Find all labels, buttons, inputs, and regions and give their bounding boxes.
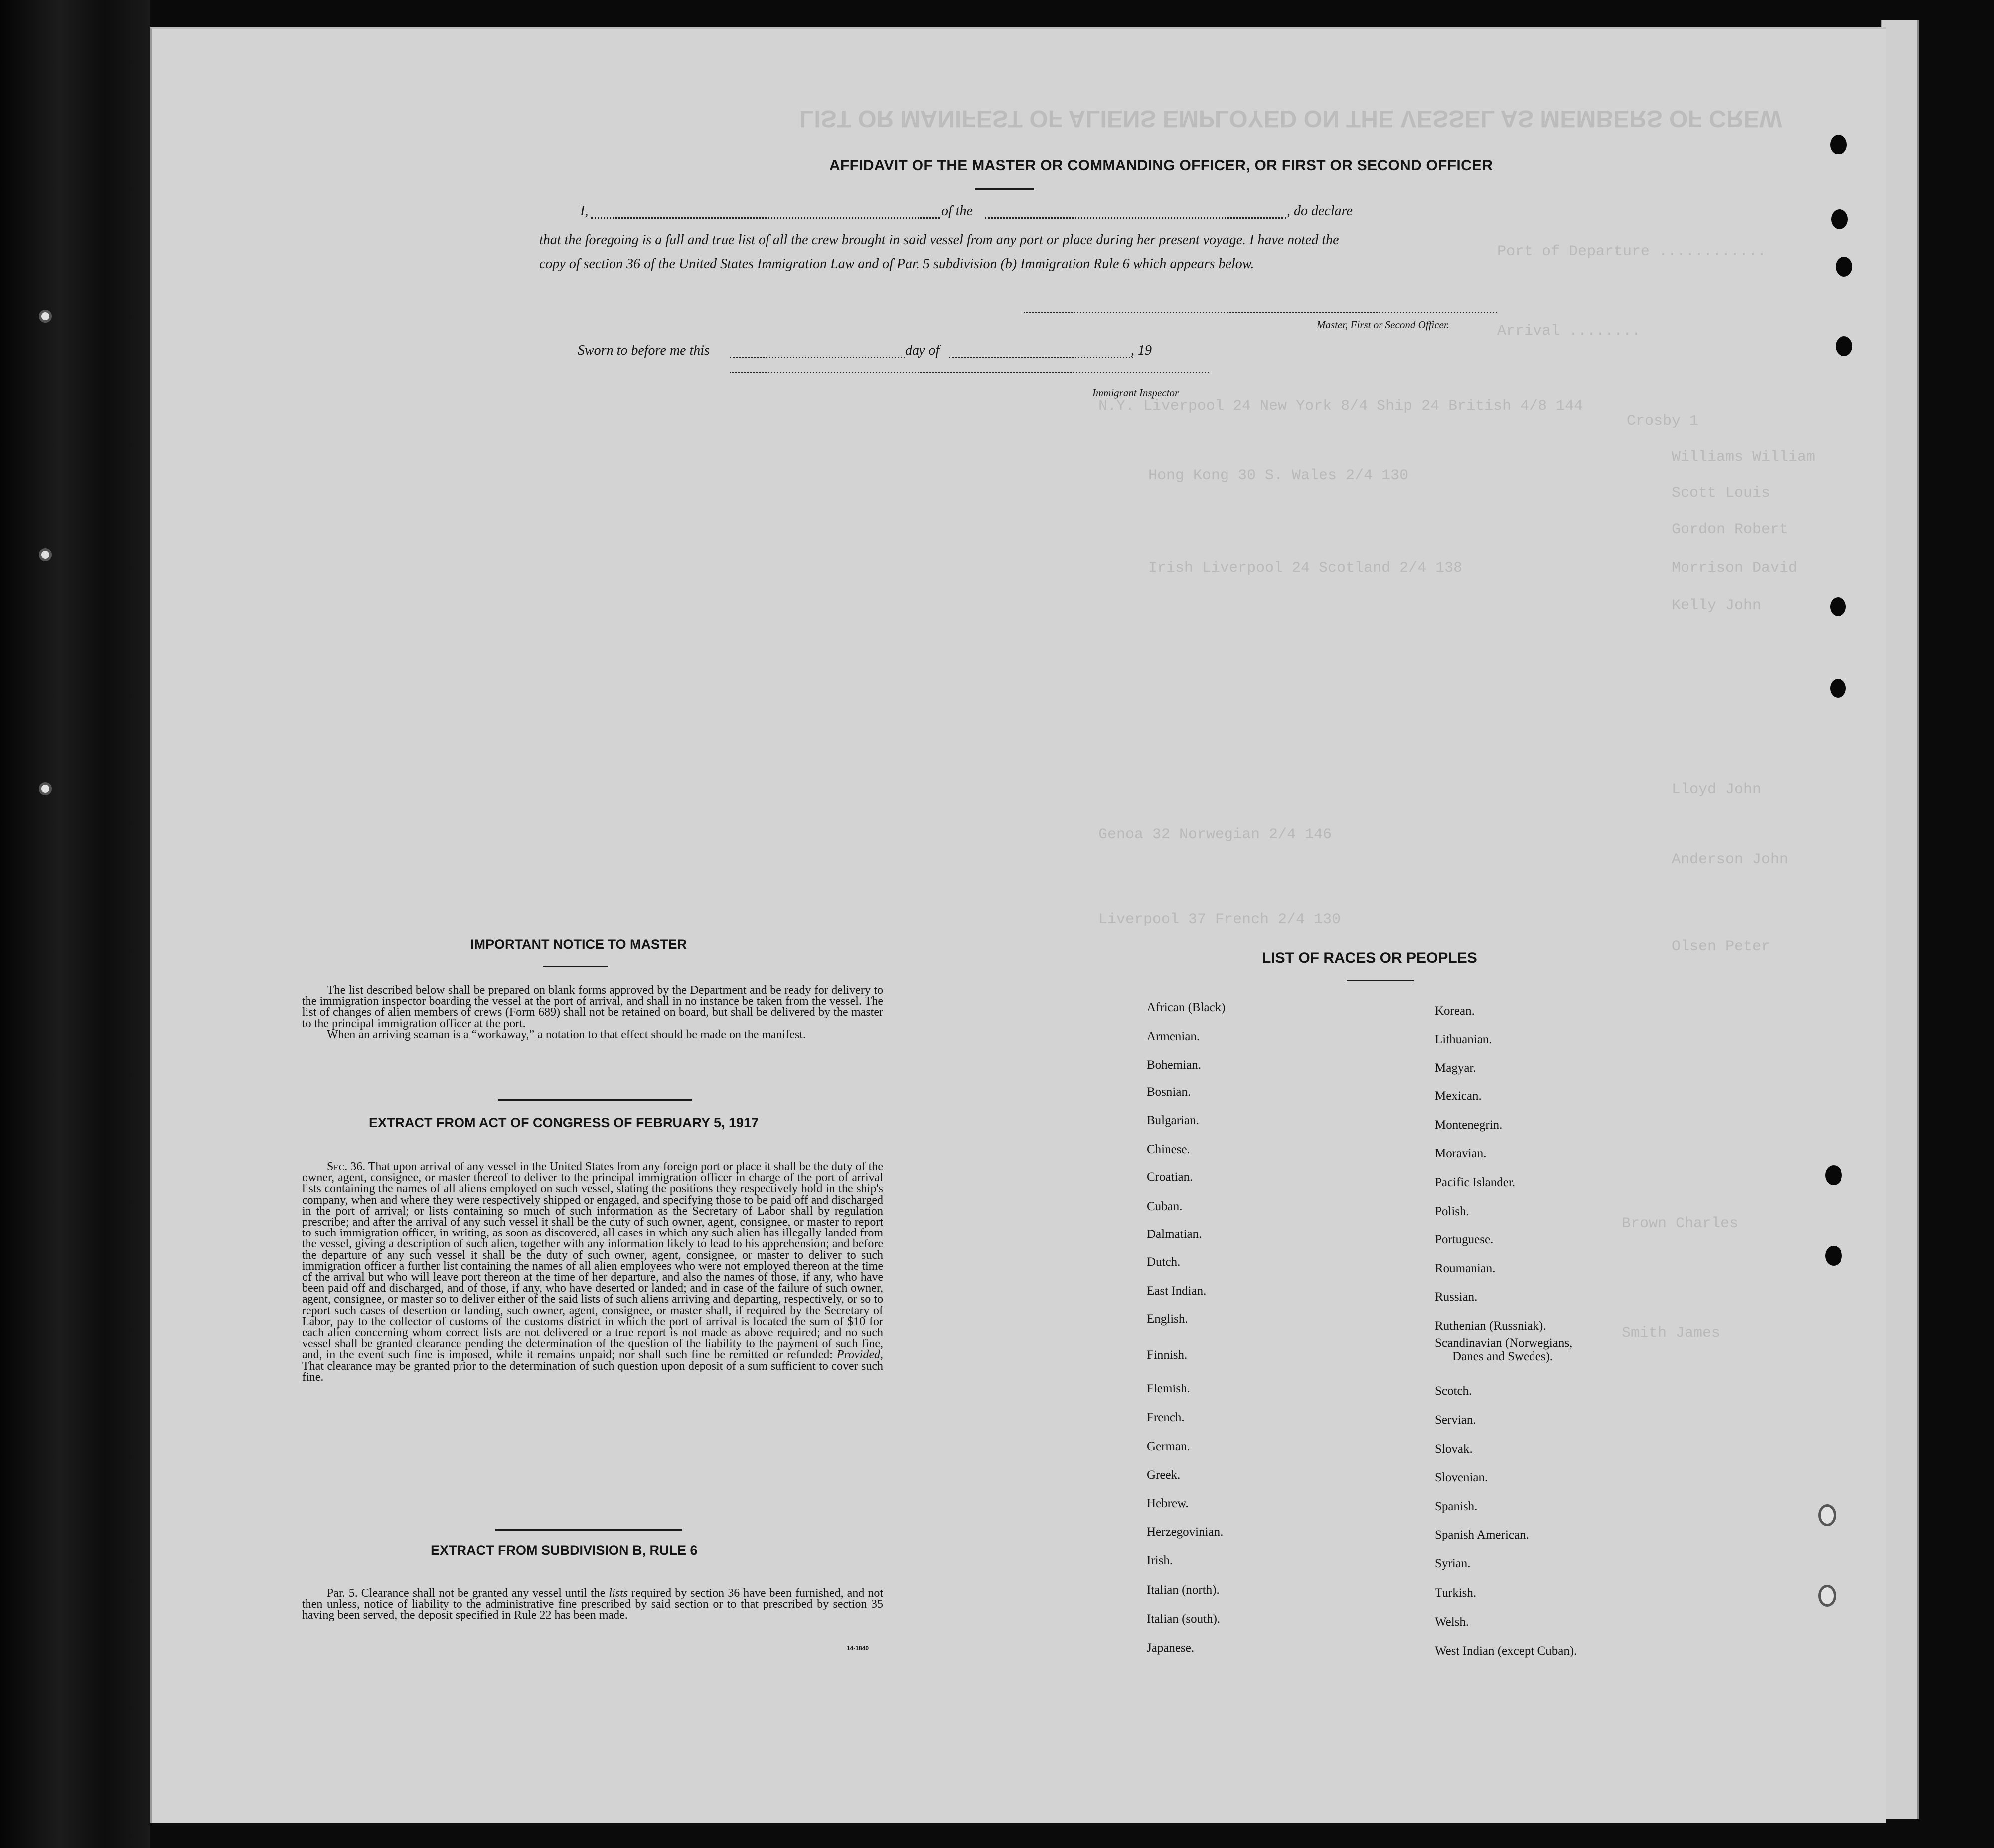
binder-hole-right-3 (1836, 257, 1852, 277)
race-left-2: Armenian. (1147, 1030, 1200, 1043)
race-left-16: German. (1147, 1440, 1190, 1453)
section-36-text (302, 1161, 883, 1383)
bleed-through-text: Irish Liverpool 24 Scotland 2/4 138 (1148, 560, 1463, 577)
race-left-17: Greek. (1147, 1468, 1181, 1482)
extract-rule-title: EXTRACT FROM SUBDIVISION B, RULE 6 (431, 1543, 698, 1558)
extract-act-title: EXTRACT FROM ACT OF CONGRESS OF FEBRUARY 5, 1917 (369, 1115, 759, 1130)
bleed-through-heading: LIST OR MANIFEST OF ALIENS EMPLOYED ON THE VESSEL AS MEMBERS OF CREW (799, 105, 1782, 132)
bleed-through-text: Hong Kong 30 S. Wales 2/4 130 (1148, 467, 1409, 484)
name-blank (591, 217, 940, 219)
race-left-10: Dutch. (1147, 1255, 1181, 1269)
binder-hole-right-8 (1825, 1246, 1842, 1266)
binder-hole-right-1 (1830, 135, 1847, 154)
bleed-through-text: Lloyd John (1672, 781, 1762, 798)
binder-hole-left-2 (39, 548, 52, 561)
extract-rule-body (302, 1588, 883, 1621)
notice-title: IMPORTANT NOTICE TO MASTER (470, 937, 687, 952)
races-title: LIST OF RACES OR PEOPLES (1262, 950, 1477, 966)
bleed-through-text: N.Y. Liverpool 24 New York 8/4 Ship 24 British 4/8 144 (1098, 398, 1583, 415)
race-left-12: English. (1147, 1312, 1188, 1326)
section-36-label: Sec. 36. (327, 1160, 366, 1173)
race-left-18: Hebrew. (1147, 1497, 1189, 1510)
affidavit-of-the: of the (941, 203, 973, 219)
bleed-through-text: Morrison David (1672, 560, 1798, 577)
bleed-through-text: Port of Departure ............ (1497, 243, 1767, 260)
race-right-18: Spanish. (1435, 1500, 1478, 1513)
race-left-3: Bohemian. (1147, 1058, 1202, 1072)
race-right-13-line2: Danes and Swedes). (1452, 1350, 1553, 1363)
race-right-1: Korean. (1435, 1004, 1475, 1018)
inspector-signature-blank (730, 372, 1209, 373)
section-36-tail: That clearance may be granted prior to the determination of such question upon deposit of a sum sufficient to cover such fine. (302, 1359, 883, 1384)
race-right-19: Spanish American. (1435, 1528, 1529, 1541)
affidavit-i: I, (580, 203, 589, 219)
binder-hole-right-6 (1830, 679, 1846, 698)
race-right-9: Portuguese. (1435, 1233, 1494, 1246)
race-left-1: African (Black) (1147, 1001, 1226, 1014)
race-right-21: Turkish. (1435, 1586, 1477, 1600)
affidavit-line-2: that the foregoing is a full and true list of all the crew brought in said vessel from any port or place during her present voyage. I have noted the (539, 232, 1339, 248)
binder-hole-right-7 (1825, 1165, 1842, 1185)
year-text: , 19 (1131, 343, 1152, 358)
race-right-16: Slovak. (1435, 1442, 1473, 1456)
extract-act-body (302, 1161, 883, 1383)
divider (975, 188, 1034, 190)
inspector-caption: Immigrant Inspector (1092, 387, 1179, 399)
race-right-7: Pacific Islander. (1435, 1176, 1516, 1189)
race-left-14: Flemish. (1147, 1382, 1190, 1395)
race-left-20: Irish. (1147, 1554, 1173, 1567)
race-left-7: Croatian. (1147, 1170, 1193, 1184)
race-right-4: Mexican. (1435, 1089, 1482, 1103)
race-right-8: Polish. (1435, 1205, 1469, 1218)
bleed-through-text: Kelly John (1672, 597, 1762, 614)
race-right-11: Russian. (1435, 1290, 1478, 1304)
bleed-through-text: Arrival ........ (1497, 323, 1641, 340)
race-right-17: Slovenian. (1435, 1471, 1488, 1484)
sworn-day-blank (730, 357, 905, 358)
binder-hole-right-4 (1836, 336, 1852, 356)
notice-paragraph-1: The list described below shall be prepared on blank forms approved by the Department and be ready for delivery to the immigration inspector boarding the vessel at the port of arrival, and shall in no instance be taken from the vessel. The list of changes of alien members of crews (Form 689) shall not be retained on board, but shall be delivered by the master to the principal immigration officer at the port. (302, 984, 883, 1030)
race-left-21: Italian (north). (1147, 1583, 1220, 1597)
bleed-through-text: Williams William (1672, 449, 1816, 465)
master-signature-blank (1024, 312, 1497, 313)
race-left-8: Cuban. (1147, 1200, 1183, 1213)
bleed-through-text: Genoa 32 Norwegian 2/4 146 (1098, 826, 1332, 843)
scan-border-left (0, 0, 150, 1848)
race-left-4: Bosnian. (1147, 1085, 1191, 1099)
binder-hole-right-10 (1818, 1585, 1836, 1607)
race-right-20: Syrian. (1435, 1557, 1471, 1570)
race-left-23: Japanese. (1147, 1641, 1195, 1655)
race-right-13: Scandinavian (Norwegians, (1435, 1336, 1573, 1350)
day-of-text: day of (905, 343, 940, 358)
binder-hole-right-5 (1830, 597, 1846, 616)
race-right-5: Montenegrin. (1435, 1118, 1503, 1132)
race-left-13: Finnish. (1147, 1348, 1188, 1362)
sworn-month-blank (949, 357, 1133, 358)
race-right-10: Roumanian. (1435, 1262, 1496, 1275)
master-signature-caption: Master, First or Second Officer. (1317, 319, 1449, 331)
paragraph-5-part-a: Par. 5. Clearance shall not be granted any vessel until the (327, 1587, 606, 1600)
race-left-9: Dalmatian. (1147, 1228, 1202, 1241)
race-right-2: Lithuanian. (1435, 1033, 1492, 1046)
binder-hole-right-2 (1831, 209, 1848, 229)
bleed-through-text: Crosby 1 (1627, 413, 1699, 430)
form-number: 14-1840 (847, 1645, 869, 1652)
vessel-blank (985, 217, 1286, 219)
paragraph-5-part-b: required by section 36 have been furnished, and not then unless, notice of liability to the administrative fine prescribed by said section or to that prescribed by section 35 having been served, the deposit specified in Rule 22 has been made. (302, 1587, 884, 1622)
bleed-through-text: Brown Charles (1622, 1215, 1739, 1232)
provided-word: Provided, (836, 1348, 883, 1362)
notice-body (302, 985, 883, 1040)
divider (543, 966, 608, 967)
section-36-main: That upon arrival of any vessel in the United States from any foreign port or place it shall be the duty of the owner, agent, consignee, or master thereof to deliver to the principal immigration officer in charge of the port of arrival lists containing the names of all aliens employed on such vessel, stating the positions they respectively hold in the ship's company, when and where they were respectively shipped or engaged, and specifying those to be paid off and discharged in the port of arrival; or lists containing so much of such information as the Secretary of Labor shall by regulation prescribe; and after the arrival of any such vessel it shall be the duty of such owner, agent, consignee, or master to report to such immigration officer, in writing, as soon as discovered, all cases in which any such alien has illegally landed from the vessel, giving a description of such alien, together with any information likely to lead to his apprehension; and before the departure of any such vessel it shall be the duty of such owner, agent, consignee, or master to deliver to such immigration officer a further list containing the names of all alien employees who were not employed thereon at the time of the arrival but who will leave port thereon at the time of her departure, and also the names of those, if any, who have been paid off and discharged, and of those, if any, who have deserted or landed; and in case of the failure of such owner, agent, consignee, or master so to deliver either of the said lists of such aliens arriving and departing, respectively, or so to report such cases of desertion or landing, such owner, agent, consignee, or master shall, if required by the Secretary of Labor, pay to the collector of customs of the customs district in which the port of arrival is located the sum of $10 for each alien concerning whom correct lists are not delivered or a true report is not made as above required; and no such vessel shall be granted clearance pending the determination of the question of the liability to the payment of such fine, and, in the event such fine is imposed, while it remains unpaid; nor shall such fine be remitted or refunded: (302, 1160, 884, 1362)
binder-hole-left-1 (39, 310, 52, 323)
document-page (150, 27, 1886, 1823)
divider (1347, 980, 1414, 981)
bleed-through-text: Gordon Robert (1672, 521, 1789, 538)
race-right-23: West Indian (except Cuban). (1435, 1644, 1577, 1658)
binder-hole-left-3 (39, 782, 52, 795)
affidavit-do-declare: , do declare (1287, 203, 1353, 219)
bleed-through-text: Anderson John (1672, 851, 1789, 868)
affidavit-line-3: copy of section 36 of the United States Immigration Law and of Par. 5 subdivision (b) Immigration Rule 6 which appears below. (539, 256, 1254, 272)
race-right-15: Servian. (1435, 1413, 1476, 1427)
divider (495, 1529, 682, 1531)
sworn-text: Sworn to before me this (578, 343, 710, 358)
bleed-through-text: Scott Louis (1672, 485, 1771, 502)
race-left-5: Bulgarian. (1147, 1114, 1199, 1127)
race-left-22: Italian (south). (1147, 1612, 1221, 1626)
divider (498, 1099, 692, 1101)
race-right-3: Magyar. (1435, 1061, 1476, 1075)
affidavit-title: AFFIDAVIT OF THE MASTER OR COMMANDING OFFICER, OR FIRST OR SECOND OFFICER (829, 157, 1493, 174)
race-right-14: Scotch. (1435, 1385, 1472, 1398)
race-left-11: East Indian. (1147, 1284, 1207, 1298)
race-right-12: Ruthenian (Russniak). (1435, 1319, 1546, 1333)
race-right-6: Moravian. (1435, 1147, 1487, 1160)
race-left-15: French. (1147, 1411, 1185, 1424)
notice-paragraph-2: When an arriving seaman is a “workaway,” a notation to that effect should be made on the manifest. (327, 1028, 806, 1041)
race-left-6: Chinese. (1147, 1143, 1190, 1156)
bleed-through-text: Liverpool 37 French 2/4 130 (1098, 911, 1341, 928)
page-edge-right (1881, 20, 1919, 1819)
binder-hole-right-9 (1818, 1504, 1836, 1526)
paragraph-5-text (302, 1588, 883, 1621)
bleed-through-text: Olsen Peter (1672, 938, 1771, 955)
race-right-22: Welsh. (1435, 1615, 1469, 1629)
race-left-19: Herzegovinian. (1147, 1525, 1224, 1539)
bleed-through-text: Smith James (1622, 1325, 1721, 1342)
scan-border-top (0, 0, 1994, 30)
lists-word: lists (609, 1587, 628, 1600)
